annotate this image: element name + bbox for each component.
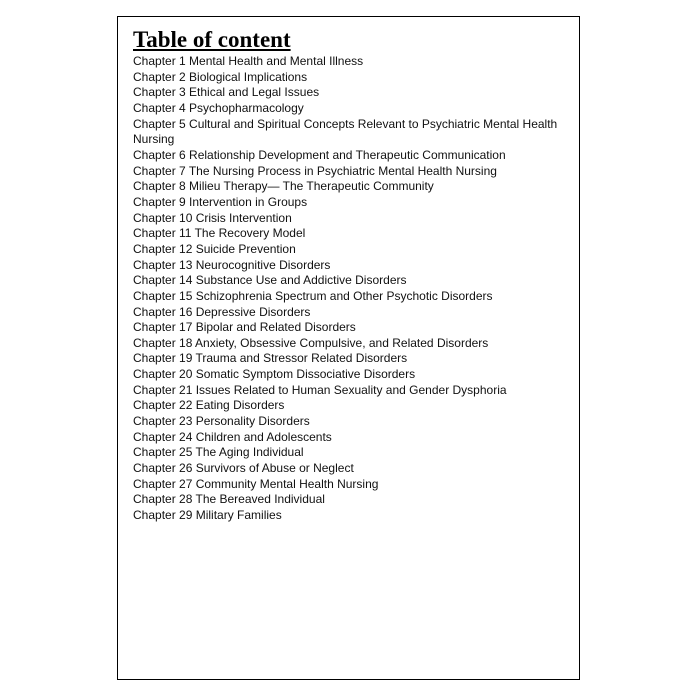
chapter-item: Chapter 21 Issues Related to Human Sexuality and Gender Dysphoria <box>133 382 507 397</box>
chapter-item: Chapter 19 Trauma and Stressor Related Disorders <box>133 351 408 366</box>
chapter-item: Chapter 3 Ethical and Legal Issues <box>133 85 320 100</box>
chapter-item: Chapter 28 The Bereaved Individual <box>133 492 325 507</box>
chapter-item: Chapter 11 The Recovery Model <box>133 226 306 241</box>
chapter-item: Chapter 8 Milieu Therapy— The Therapeutic Community <box>133 179 434 194</box>
chapter-item: Chapter 9 Intervention in Groups <box>133 194 308 209</box>
chapter-item: Chapter 7 The Nursing Process in Psychiatric Mental Health Nursing <box>133 163 497 178</box>
chapter-item: Chapter 1 Mental Health and Mental Illness <box>133 54 364 68</box>
chapter-item: Chapter 27 Community Mental Health Nursing <box>133 476 379 491</box>
chapter-item: Chapter 22 Eating Disorders <box>133 398 285 413</box>
chapter-item: Chapter 24 Children and Adolescents <box>133 429 332 444</box>
chapter-item: Chapter 14 Substance Use and Addictive Disorders <box>133 273 407 288</box>
chapter-item: Chapter 13 Neurocognitive Disorders <box>133 257 331 272</box>
chapter-item: Chapter 6 Relationship Development and Therapeutic Communication <box>133 147 506 162</box>
chapter-item: Chapter 12 Suicide Prevention <box>133 241 296 256</box>
chapter-item: Chapter 25 The Aging Individual <box>133 445 304 460</box>
page-title: Table of content <box>133 27 291 52</box>
chapter-item: Chapter 4 Psychopharmacology <box>133 100 304 115</box>
chapter-list <box>133 54 573 524</box>
chapter-item: Chapter 20 Somatic Symptom Dissociative Disorders <box>133 367 416 382</box>
chapter-item: Chapter 29 Military Families <box>133 508 282 523</box>
chapter-item: Chapter 2 Biological Implications <box>133 69 308 84</box>
chapter-item: Chapter 18 Anxiety, Obsessive Compulsive, and Related Disorders <box>133 335 489 350</box>
chapter-item: Chapter 23 Personality Disorders <box>133 414 310 429</box>
chapter-item: Chapter 5 Cultural and Spiritual Concepts Relevant to Psychiatric Mental Health Nursing <box>133 116 558 147</box>
document-page <box>117 16 580 680</box>
chapter-item: Chapter 15 Schizophrenia Spectrum and Other Psychotic Disorders <box>133 288 493 303</box>
chapter-item: Chapter 17 Bipolar and Related Disorders <box>133 320 356 335</box>
chapter-item: Chapter 16 Depressive Disorders <box>133 304 311 319</box>
chapter-item: Chapter 26 Survivors of Abuse or Neglect <box>133 461 354 476</box>
chapter-item: Chapter 10 Crisis Intervention <box>133 210 292 225</box>
